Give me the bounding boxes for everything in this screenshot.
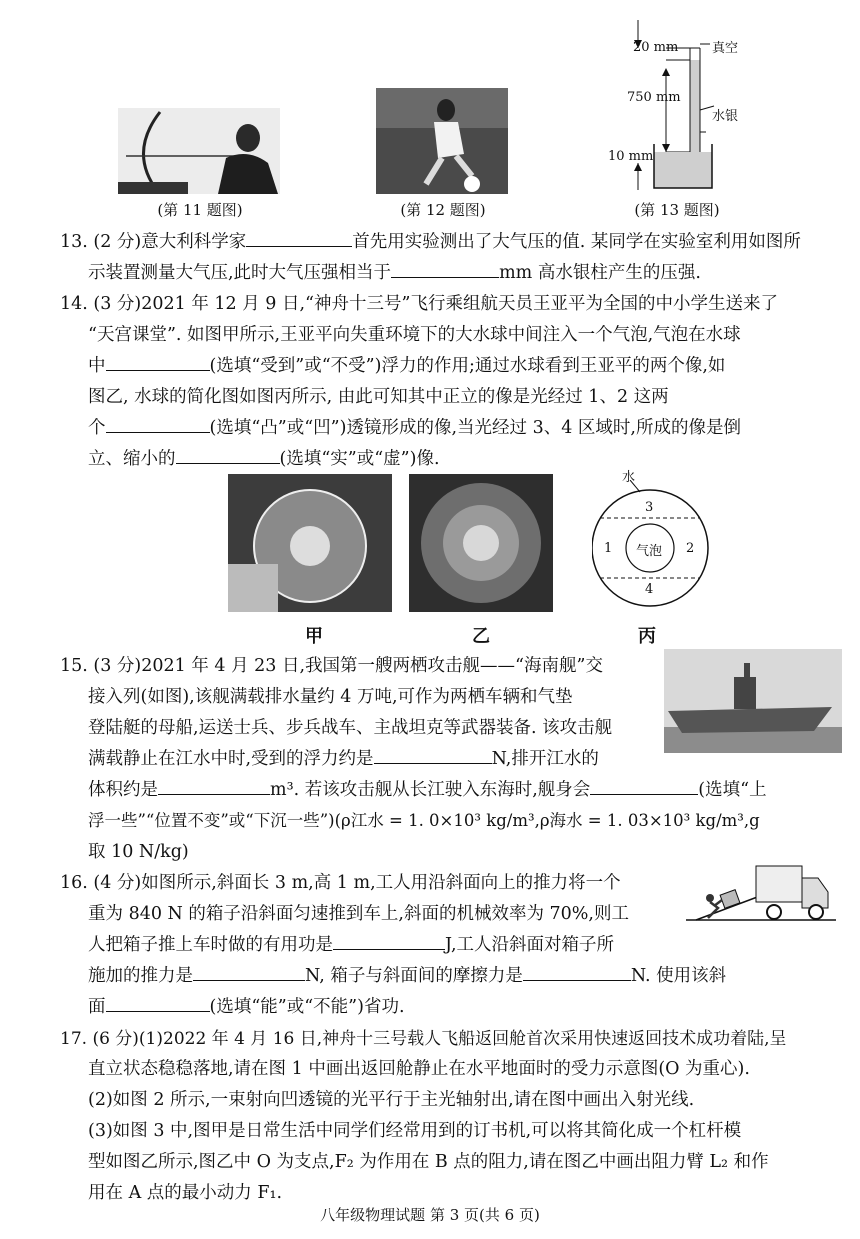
q15-text-5a: 体积约是	[88, 780, 158, 800]
fig13-caption: (第 13 题图)	[634, 201, 720, 219]
q14-line5	[88, 414, 860, 439]
archer-illustration	[118, 108, 280, 194]
q15-text-5c: (选填“上	[698, 780, 767, 800]
q14-text-3b: (选填“受到”或“不受”)浮力的作用;通过水球看到王亚平的两个像,如	[209, 356, 726, 376]
q14-line4: 图乙, 水球的简化图如图丙所示, 由此可知其中正立的像是光经过 1、2 这两	[88, 387, 669, 407]
q16-text-3a: 人把箱子推上车时做的有用功是	[88, 935, 333, 955]
label-jia: 甲	[305, 626, 323, 647]
q14-line2: “天宫课堂”. 如图甲所示,王亚平向失重环境下的大水球中间注入一个气泡,气泡在水球	[88, 325, 741, 345]
fig12-caption: (第 12 题图)	[400, 201, 486, 219]
q15-line7: 取 10 N/kg)	[88, 842, 189, 862]
q16-line3	[88, 931, 860, 956]
q17-line3: (2)如图 2 所示,一束射向凹透镜的光平行于主光轴射出,请在图中画出入射光线.	[88, 1090, 695, 1110]
barometer-diagram	[606, 20, 776, 198]
fig11-caption: (第 11 题图)	[157, 201, 243, 219]
q16-blank-useful-work[interactable]	[333, 933, 445, 950]
q16-line4	[88, 962, 860, 987]
q13-line2	[88, 259, 860, 284]
fig13-label-20mm: 20 mm	[633, 40, 679, 55]
q15-line5	[88, 776, 860, 801]
q13-text-1a: 13. (2 分)意大利科学家	[60, 232, 247, 252]
q17-line2: 直立状态稳稳落地,请在图 1 中画出返回舱静止在水平地面时的受力示意图(O 为重心).	[88, 1059, 750, 1079]
q15-text-4b: N,排开江水的	[491, 749, 599, 769]
soccer-photo	[376, 88, 508, 194]
archer-photo	[118, 108, 280, 194]
q15-line4	[88, 745, 860, 770]
q14-text-6b: (选填“实”或“虚”)像.	[279, 449, 440, 469]
q14-line3	[88, 352, 860, 377]
q14-text-5a: 个	[88, 418, 106, 438]
q16-text-4a: 施加的推力是	[88, 966, 193, 986]
q13-text-1b: 首先用实验测出了大气压的值. 某同学在实验室利用如图所	[352, 232, 801, 252]
q13-blank-height[interactable]	[391, 261, 499, 278]
q13-blank-scientist[interactable]	[246, 230, 352, 247]
water-ball-yi-illustration	[409, 474, 553, 612]
q15-line6: 浮一些”“位置不变”或“下沉一些”)(ρ江水 = 1. 0×10³ kg/m³,ρ海水 = 1. 03×10³ kg/m³,g	[88, 811, 760, 830]
q16-text-4c: N. 使用该斜	[630, 966, 727, 986]
q14-text-6a: 立、缩小的	[88, 449, 176, 469]
q14-text-3a: 中	[88, 356, 106, 376]
q15-line3: 登陆艇的母船,运送士兵、步兵战车、主战坦克等武器装备. 该攻击舰	[88, 718, 613, 738]
water-ball-photo-jia	[228, 474, 392, 612]
bing-label-region3: 3	[645, 500, 654, 515]
q16-blank-save-work[interactable]	[106, 995, 210, 1012]
q17-line5: 型如图乙所示,图乙中 O 为支点,F₂ 为作用在 B 点的阻力,请在图乙中画出阻力臂 L₂ 和作	[88, 1152, 769, 1172]
page-footer: 八年级物理试题 第 3 页(共 6 页)	[320, 1206, 540, 1224]
q15-blank-volume[interactable]	[158, 778, 270, 795]
q15-text-5b: m³. 若该攻击舰从长江驶入东海时,舰身会	[270, 780, 591, 800]
q16-line5	[88, 993, 860, 1018]
q16-text-5b: (选填“能”或“不能”)省功.	[209, 997, 405, 1017]
q13-text-2a: 示装置测量大气压,此时大气压强相当于	[88, 263, 392, 283]
q13-text-2b: mm 高水银柱产生的压强.	[499, 263, 701, 283]
q13-line1	[60, 228, 860, 253]
q14-blank-image[interactable]	[176, 447, 280, 464]
q17-line4: (3)如图 3 中,图甲是日常生活中同学们经常用到的订书机,可以将其简化成一个杠杆模	[88, 1121, 742, 1141]
water-ball-jia-illustration	[228, 474, 392, 612]
q16-text-5a: 面	[88, 997, 106, 1017]
q16-text-3b: J,工人沿斜面对箱子所	[445, 935, 615, 955]
q16-blank-friction[interactable]	[523, 964, 631, 981]
q15-text-4a: 满载静止在江水中时,受到的浮力约是	[88, 749, 374, 769]
q16-text-4b: N, 箱子与斜面间的摩擦力是	[305, 966, 523, 986]
soccer-illustration	[376, 88, 508, 194]
q14-text-5b: (选填“凸”或“凹”)透镜形成的像,当光经过 3、4 区域时,所成的像是倒	[209, 418, 741, 438]
bing-label-region2: 2	[686, 541, 695, 556]
bing-label-bubble: 气泡	[636, 544, 663, 559]
label-yi: 乙	[472, 626, 490, 647]
fig13-label-750mm: 750 mm	[627, 90, 681, 105]
q15-blank-buoyancy[interactable]	[374, 747, 492, 764]
bing-label-region4: 4	[645, 582, 654, 597]
q15-line2: 接入列(如图),该舰满载排水量约 4 万吨,可作为两栖车辆和气垫	[88, 687, 573, 707]
label-bing: 丙	[638, 626, 656, 647]
q15-line1: 15. (3 分)2021 年 4 月 23 日,我国第一艘两栖攻击舰——“海南舰”交	[60, 656, 603, 676]
q16-line1: 16. (4 分)如图所示,斜面长 3 m,高 1 m,工人用沿斜面向上的推力将一个	[60, 873, 621, 893]
q17-line1: 17. (6 分)(1)2022 年 4 月 16 日,神舟十三号载人飞船返回舱首次采用快速返回技术成功着陆,呈	[60, 1029, 787, 1049]
bing-label-water: 水	[622, 470, 636, 485]
q14-line6	[88, 445, 860, 470]
fig13-label-mercury: 水银	[712, 109, 739, 124]
water-ball-photo-yi	[409, 474, 553, 612]
q14-blank-lens[interactable]	[106, 416, 210, 433]
q14-line1: 14. (3 分)2021 年 12 月 9 日,“神舟十三号”飞行乘组航天员王亚平为全国的中小学生送来了	[60, 294, 778, 314]
q14-blank-buoyancy[interactable]	[106, 354, 210, 371]
bing-label-region1: 1	[604, 541, 613, 556]
q17-line6: 用在 A 点的最小动力 F₁.	[88, 1183, 283, 1203]
fig13-label-10mm: 10 mm	[608, 149, 654, 164]
q16-blank-push-force[interactable]	[193, 964, 305, 981]
fig13-label-vacuum: 真空	[712, 41, 739, 56]
q15-blank-float[interactable]	[590, 778, 698, 795]
q16-line2: 重为 840 N 的箱子沿斜面匀速推到车上,斜面的机械效率为 70%,则工	[88, 904, 629, 924]
